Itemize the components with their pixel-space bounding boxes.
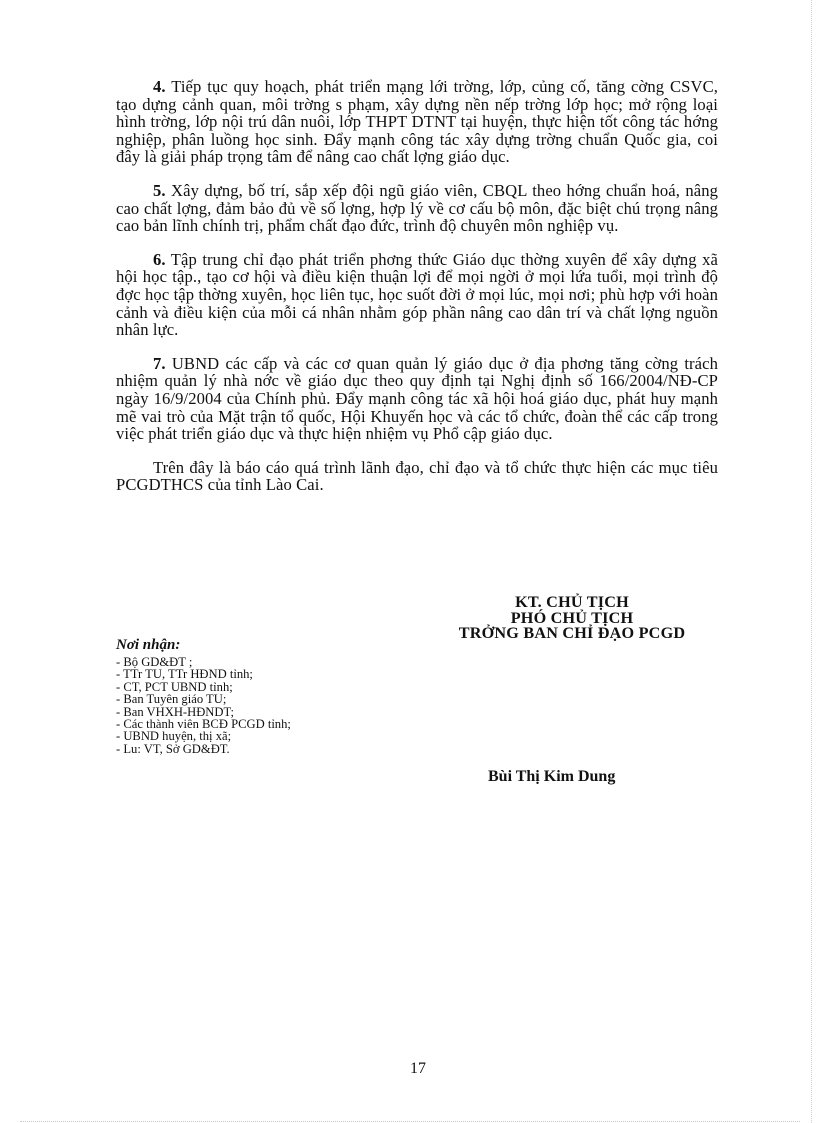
- recipient-item: - CT, PCT UBND tỉnh;: [116, 679, 233, 694]
- recipient-item: - UBND huyện, thị xã;: [116, 729, 232, 744]
- signer-name: Bùi Thị Kim Dung: [488, 768, 616, 785]
- paragraph-text: Xây dựng, bố trí, sắp xếp đội ngũ giáo viên, CBQL theo hớng chuẩn hoá, nâng cao chất lợng, đảm bảo đủ về số lợng, hợp lý về cơ cấu bộ môn, đặc biệt chú trọng nâng cao bản lĩnh chính trị, phẩm chất đạo đức, trình độ chuyên môn nghiệp vụ.: [116, 180, 718, 236]
- paragraph-7: [116, 355, 718, 443]
- signature-title-line-1: KT. CHỦ TỊCH: [515, 593, 629, 611]
- closing-paragraph: Trên đây là báo cáo quá trình lãnh đạo, chỉ đạo và tổ chức thực hiện các mục tiêu PCGDTHCS của tỉnh Lào Cai.: [116, 457, 718, 495]
- signature-title-line-3: TRỞNG BAN CHỈ ĐẠO PCGD: [458, 624, 686, 642]
- paragraph-4: [116, 78, 718, 166]
- paragraph-5: [116, 182, 718, 235]
- recipient-item: - Lu: VT, Sở GD&ĐT.: [116, 741, 230, 756]
- paragraph-number: 7.: [153, 353, 166, 373]
- paragraph-number: 4.: [153, 77, 166, 96]
- recipient-item: - Ban VHXH-HĐNDT;: [116, 704, 234, 719]
- page-bottom-border: [20, 1121, 800, 1122]
- signature-block: [422, 595, 722, 642]
- paragraph-text: Tập trung chỉ đạo phát triển phơng thức Giáo dục thờng xuyên để xây dựng xã hội học tập., tạo cơ hội và điều kiện thuận lợi để mọi ngời ở mọi lứa tuổi, mọi trình độ đợc học tập thờng xuyên, học liên tục, học suốt đời ở mọi lúc, mọi nơi; phù hợp với hoàn cảnh và điều kiện của mỗi cá nhân nhằm góp phần nâng cao dân trí và chất lợng nguồn nhân lực.: [116, 249, 718, 340]
- paragraph-text: Tiếp tục quy hoạch, phát triển mạng lới trờng, lớp, củng cố, tăng cờng CSVC, tạo dựng cảnh quan, môi trờng s phạm, xây dựng nền nếp trờng lớp học; mở rộng loại hình trờng, lớp nội trú dân nuôi, lớp THPT DTNT tại huyện, thực hiện tốt công tác hớng nghiệp, phân luồng học sinh. Đẩy mạnh công tác xây dựng trờng chuẩn Quốc gia, coi đây là giải pháp trọng tâm để nâng cao chất lợng giáo dục.: [116, 77, 718, 167]
- recipient-item: - Bộ GD&ĐT ;: [116, 655, 193, 669]
- recipients-list: [116, 656, 416, 755]
- paragraph-6: [116, 251, 718, 339]
- recipient-item: - Ban Tuyên giáo TU;: [116, 692, 227, 707]
- recipients-block: [116, 637, 416, 755]
- paragraph-text: UBND các cấp và các cơ quan quản lý giáo dục ở địa phơng tăng cờng trách nhiệm quản lý nhà nớc về giáo dục theo quy định tại Nghị định số 166/2004/NĐ-CP ngày 16/9/2004 của Chính phủ. Đẩy mạnh công tác xã hội hoá giáo dục, phát huy mạnh mẽ vai trò của Mặt trận tổ quốc, Hội Khuyến học và các tổ chức, đoàn thể các cấp trong việc phát triển giáo dục và thực hiện nhiệm vụ Phổ cập giáo dục.: [116, 353, 718, 444]
- signature-title-line-2: PHÓ CHỦ TỊCH: [510, 608, 634, 627]
- report-body: [116, 78, 718, 510]
- recipients-title: Nơi nhận:: [116, 637, 181, 653]
- recipient-item: - TTr TU, TTr HĐND tỉnh;: [116, 667, 253, 682]
- page-number: 17: [410, 1060, 426, 1077]
- paragraph-number: 6.: [153, 249, 166, 269]
- paragraph-number: 5.: [153, 180, 166, 200]
- recipient-item: - Các thành viên BCĐ PCGD tỉnh;: [116, 717, 291, 732]
- page-right-border: [811, 0, 812, 1123]
